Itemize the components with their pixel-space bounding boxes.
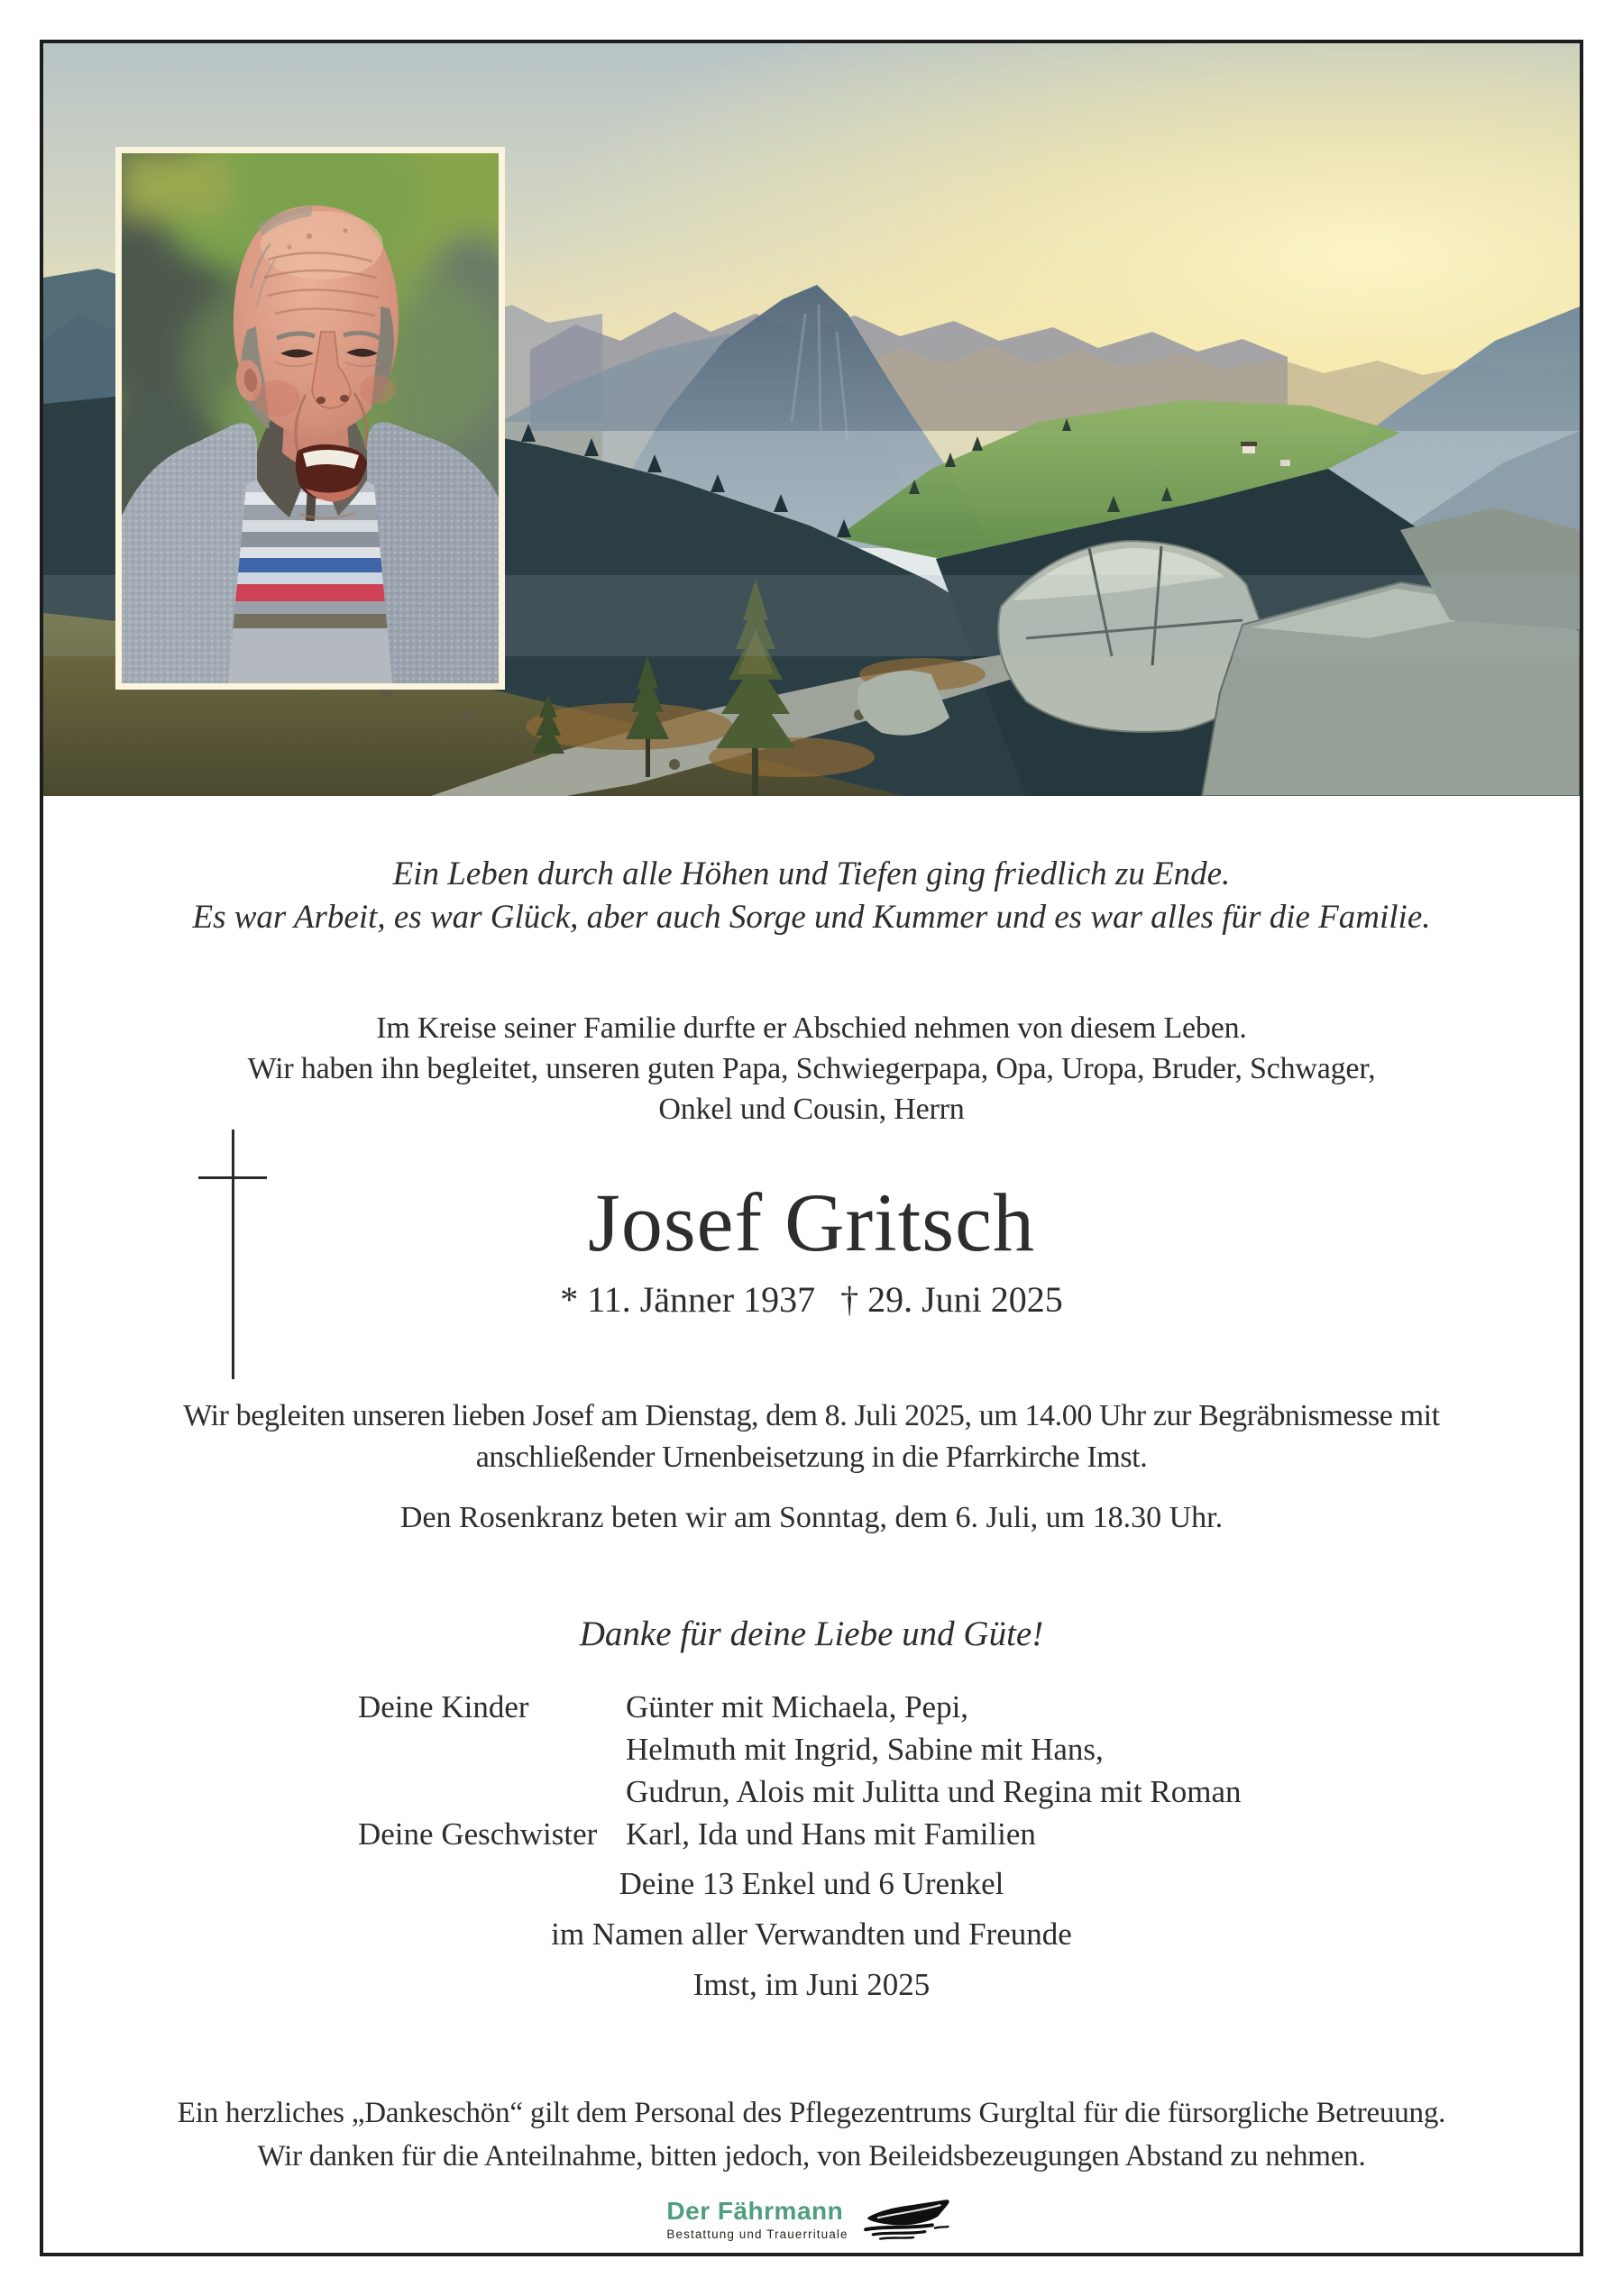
- closing-lines: [43, 1859, 1580, 2010]
- intro-line2: Wir haben ihn begleitet, unseren guten Papa, Schwiegerpapa, Opa, Uropa, Bruder, Schwager,: [247, 1052, 1376, 1085]
- portrait-frame: [115, 147, 505, 690]
- mourners-row-siblings: [358, 1813, 1241, 1855]
- mourners-label-children: Deine Kinder: [358, 1689, 529, 1724]
- funeral-home-name: Der Fährmann: [666, 2197, 844, 2225]
- mourners-names-siblings: Karl, Ida und Hans mit Familien: [626, 1816, 1036, 1852]
- epitaph-line1: Ein Leben durch alle Höhen und Tiefen ging friedlich zu Ende.: [392, 855, 1231, 892]
- life-dates: [43, 1278, 1580, 1322]
- thanks-heading: Danke für deine Liebe und Güte!: [579, 1615, 1044, 1653]
- care-thanks-line1: Ein herzliches „Dankeschön“ gilt dem Personal des Pflegezentrums Gurgltal für die fürsorgliche Betreuung.: [177, 2097, 1446, 2129]
- funeral-line2: anschließender Urnenbeisetzung in die Pfarrkirche Imst.: [475, 1441, 1148, 1474]
- boat-icon: [863, 2194, 957, 2245]
- mourners-label-siblings: Deine Geschwister: [358, 1816, 598, 1852]
- memorial-card: [40, 40, 1583, 2256]
- funeral-announcement: [43, 1395, 1580, 1478]
- closing-grandchildren: Deine 13 Enkel und 6 Urenkel: [619, 1866, 1004, 1901]
- care-thanks-line2: Wir danken für die Anteilnahme, bitten jedoch, von Beileidsbezeugungen Abstand zu nehmen.: [257, 2140, 1366, 2173]
- closing-relatives: im Namen aller Verwandten und Freunde: [551, 1916, 1072, 1952]
- funeral-home-logo: [43, 2194, 1580, 2245]
- rosary-announcement: Den Rosenkranz beten wir am Sonntag, dem 6. Juli, um 18.30 Uhr.: [399, 1501, 1224, 1534]
- intro-line1: Im Kreise seiner Familie durfte er Abschied nehmen von diesem Leben.: [376, 1011, 1247, 1045]
- mourners-names-children: Günter mit Michaela, Pepi, Helmuth mit Ingrid, Sabine mit Hans, Gudrun, Alois mit Julitta und Regina mit Roman: [626, 1689, 1242, 1809]
- funeral-line1: Wir begleiten unseren lieben Josef am Dienstag, dem 8. Juli 2025, um 14.00 Uhr zur Begräbnismesse mit: [183, 1399, 1440, 1432]
- epitaph: [43, 853, 1580, 939]
- mourners-list: [358, 1686, 1241, 1855]
- birth-date: * 11. Jänner 1937: [560, 1279, 816, 1320]
- death-date: † 29. Juni 2025: [840, 1279, 1063, 1320]
- funeral-home-tagline: Bestattung und Trauerrituale: [666, 2227, 848, 2241]
- closing-place-date: Imst, im Juni 2025: [692, 1967, 931, 2002]
- deceased-name: Josef Gritsch: [588, 1176, 1035, 1268]
- intro-line3: Onkel und Cousin, Herrn: [658, 1093, 965, 1126]
- intro-text: [43, 1008, 1580, 1130]
- mourners-row-children: [358, 1686, 1241, 1813]
- portrait-photo: [122, 153, 499, 683]
- header-photo: [43, 43, 1580, 796]
- care-thanks: [43, 2091, 1580, 2178]
- epitaph-line2: Es war Arbeit, es war Glück, aber auch Sorge und Kummer und es war alles für die Familie.: [192, 899, 1431, 936]
- funeral-home-logo-text: [666, 2198, 848, 2241]
